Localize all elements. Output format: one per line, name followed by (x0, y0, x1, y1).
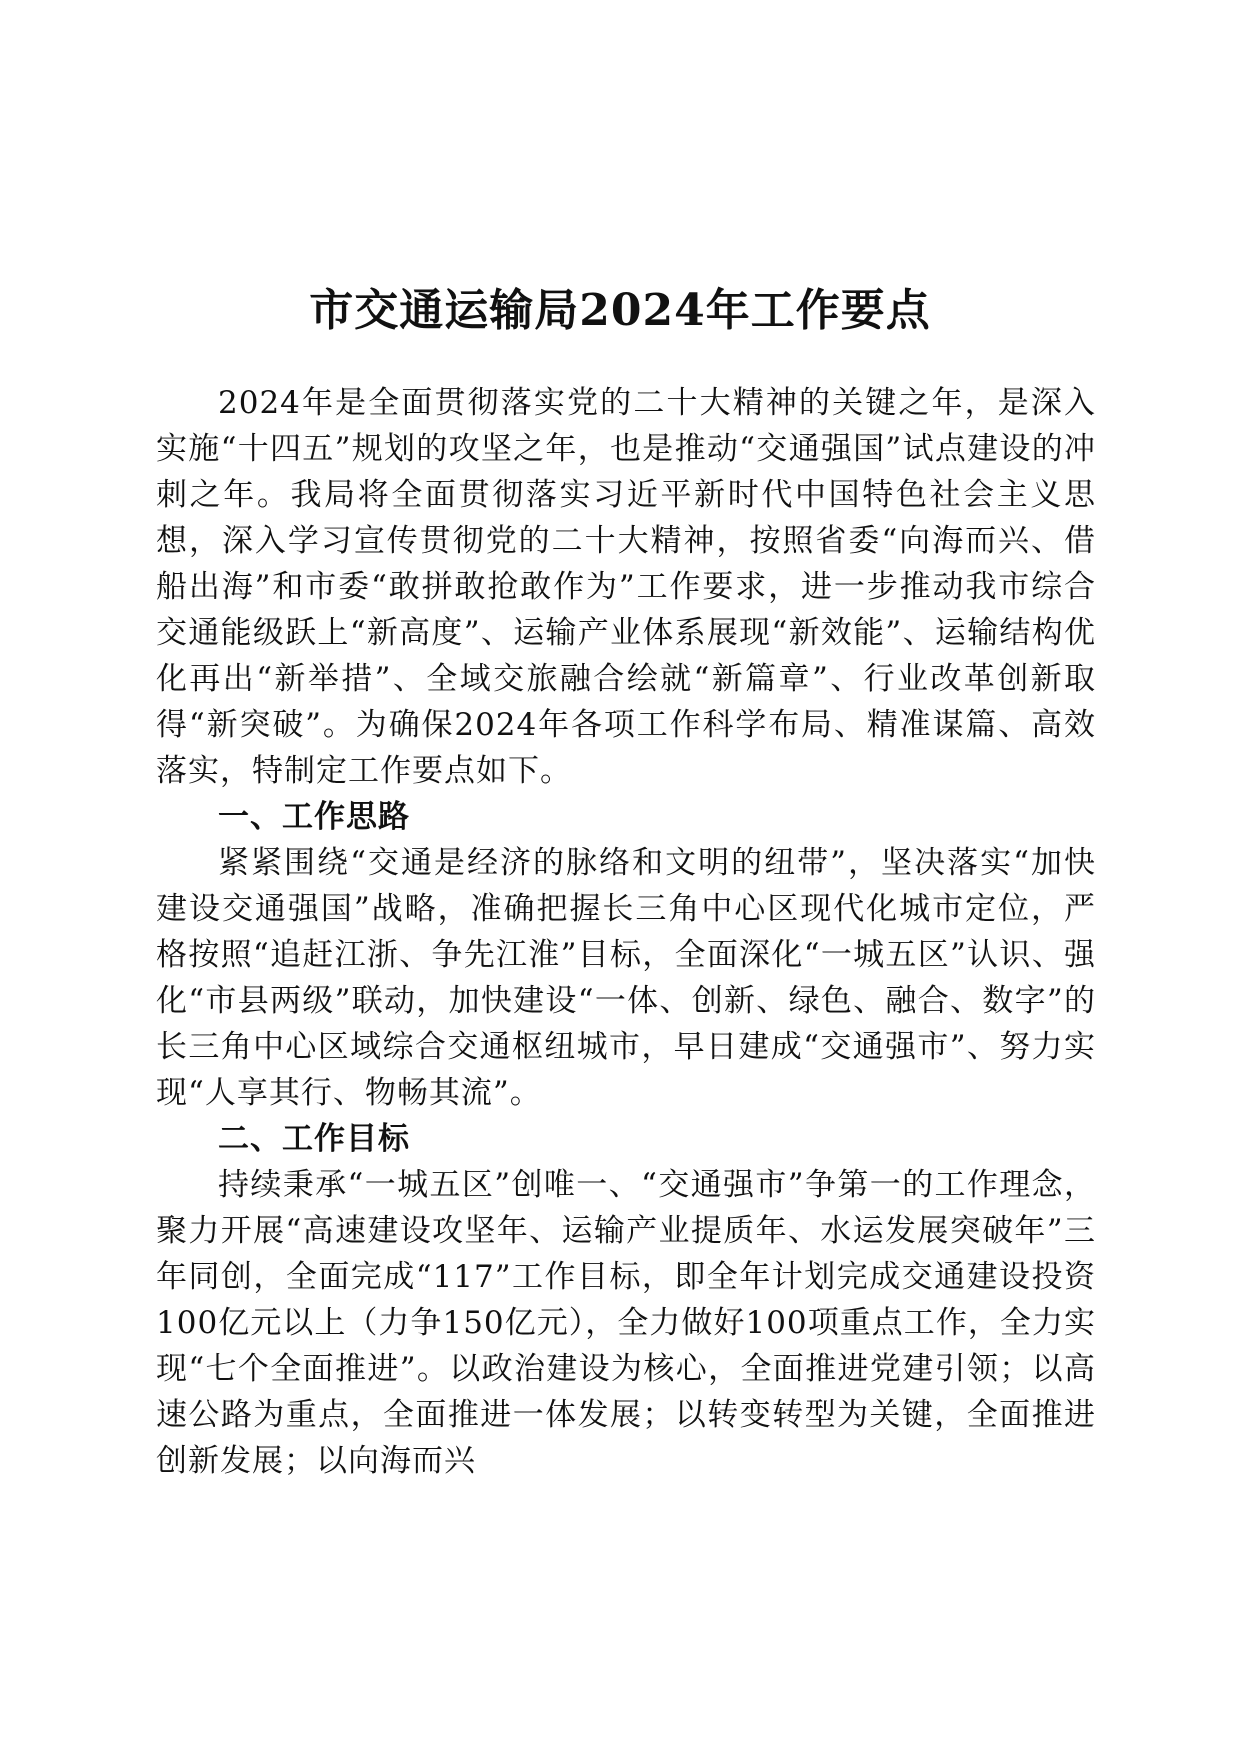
section-heading-work-approach: 一、工作思路 (218, 799, 410, 835)
intro-paragraph: 2024年是全面贯彻落实党的二十大精神的关键之年，是深入实施“十四五”规划的攻坚之年，也是推动“交通强国”试点建设的冲刺之年。我局将全面贯彻落实习近平新时代中国特色社会主义思想，深入学习宣传贯彻党的二十大精神，按照省委“向海而兴、借船出海”和市委“敢拼敢抢敢作为”工作要求，进一步推动我市综合交通能级跃上“新高度”、运输产业体系展现“新效能”、运输结构优化再出“新举措”、全域交旅融合绘就“新篇章”、行业改革创新取得“新突破”。为确保2024年各项工作科学布局、精准谋篇、高效落实，特制定工作要点如下。 (156, 385, 1096, 789)
section-heading-work-goals: 二、工作目标 (218, 1121, 410, 1157)
document-title: 市交通运输局2024年工作要点 (309, 285, 931, 337)
section-body-work-goals: 持续秉承“一城五区”创唯一、“交通强市”争第一的工作理念，聚力开展“高速建设攻坚年、运输产业提质年、水运发展突破年”三年同创，全面完成“117”工作目标，即全年计划完成交通建设投资100亿元以上（力争150亿元），全力做好100项重点工作，全力实现“七个全面推进”。以政治建设为核心，全面推进党建引领；以高速公路为重点，全面推进一体发展；以转变转型为关键，全面推进创新发展；以向海而兴 (156, 1167, 1096, 1479)
document-body (156, 380, 1096, 1484)
section-body-work-approach: 紧紧围绕“交通是经济的脉络和文明的纽带”，坚决落实“加快建设交通强国”战略，准确把握长三角中心区现代化城市定位，严格按照“追赶江浙、争先江淮”目标，全面深化“一城五区”认识、强化“市县两级”联动，加快建设“一体、创新、绿色、融合、数字”的长三角中心区域综合交通枢纽城市，早日建成“交通强市”、努力实现“人享其行、物畅其流”。 (156, 845, 1096, 1111)
